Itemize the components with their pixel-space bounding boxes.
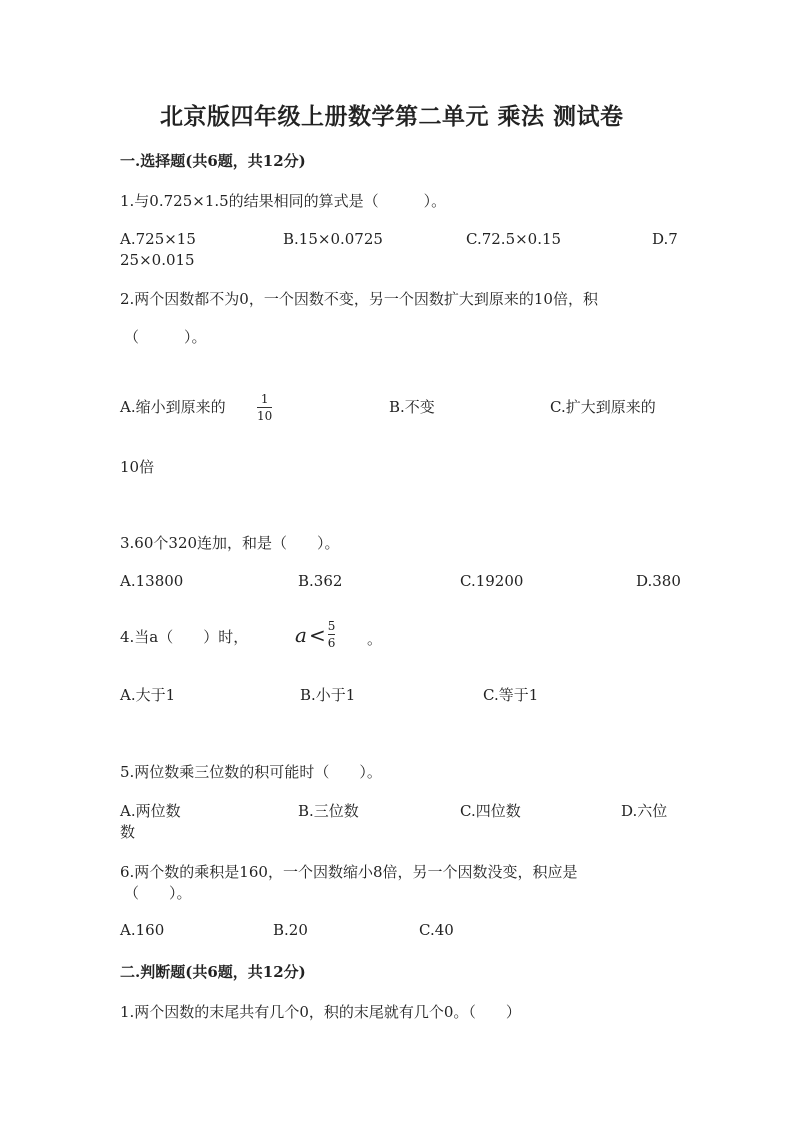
fraction-denominator: 6 <box>327 636 336 650</box>
q6-option-c: C.40 <box>419 921 454 939</box>
q5-option-d: D.六位 <box>621 802 668 820</box>
q4-option-a: A.大于1 <box>120 686 176 704</box>
q4-option-c: C.等于1 <box>483 686 539 704</box>
q4-stem-tail: 。 <box>367 630 383 648</box>
q3-option-d: D.380 <box>636 572 681 590</box>
q1-option-b: B.15×0.0725 <box>283 230 383 248</box>
question-2-stem: 2.两个因数都不为0，一个因数不变，另一个因数扩大到原来的10倍，积 <box>120 290 598 308</box>
q5-option-b: B.三位数 <box>298 802 359 820</box>
q1-option-a: A.725×15 <box>120 230 196 248</box>
q1-option-d-continued: 25×0.015 <box>120 251 195 269</box>
question-5-stem: 5.两位数乘三位数的积可能时（ ）。 <box>120 763 382 781</box>
q2-option-b: B.不变 <box>389 398 435 416</box>
q5-option-a: A.两位数 <box>120 802 181 820</box>
question-3-stem: 3.60个320连加，和是（ ）。 <box>120 534 340 552</box>
q1-option-d: D.7 <box>652 230 678 248</box>
section-heading-judgement: 二.判断题(共6题，共12分) <box>120 963 306 981</box>
judgement-question-1-stem: 1.两个因数的末尾共有几个0，积的末尾就有几个0。（ ） <box>120 1003 521 1021</box>
math-less-than: < <box>308 622 326 647</box>
section-heading-choice: 一.选择题(共6题，共12分) <box>120 152 306 170</box>
q4-inequality <box>295 620 335 649</box>
q3-option-a: A.13800 <box>120 572 184 590</box>
q1-option-c: C.72.5×0.15 <box>466 230 562 248</box>
question-2-stem-line2: （ ）。 <box>124 328 207 346</box>
q2-option-a-fraction <box>257 388 272 422</box>
q2-option-c: C.扩大到原来的 <box>550 398 656 416</box>
q2-option-c-continued: 10倍 <box>120 458 155 476</box>
fraction-numerator: 5 <box>327 619 336 633</box>
q3-option-b: B.362 <box>298 572 343 590</box>
question-6-stem: 6.两个数的乘积是160，一个因数缩小8倍，另一个因数没变，积应是 <box>120 863 578 881</box>
question-4-stem: 4.当a（ ）时， <box>120 628 249 646</box>
q6-option-a: A.160 <box>120 921 165 939</box>
q2-option-a: A.缩小到原来的 <box>120 398 226 416</box>
fraction-numerator: 1 <box>260 392 269 406</box>
q4-option-b: B.小于1 <box>300 686 356 704</box>
q6-option-b: B.20 <box>273 921 308 939</box>
fraction-denominator: 10 <box>257 409 273 423</box>
question-1-stem: 1.与0.725×1.5的结果相同的算式是（ ）。 <box>120 192 447 210</box>
page-title: 北京版四年级上册数学第二单元 乘法 测试卷 <box>160 103 624 130</box>
q5-option-d-continued: 数 <box>120 823 136 841</box>
q5-option-c: C.四位数 <box>460 802 521 820</box>
q3-option-c: C.19200 <box>460 572 524 590</box>
question-6-stem-line2: （ ）。 <box>124 884 192 902</box>
math-variable: a <box>295 622 307 647</box>
